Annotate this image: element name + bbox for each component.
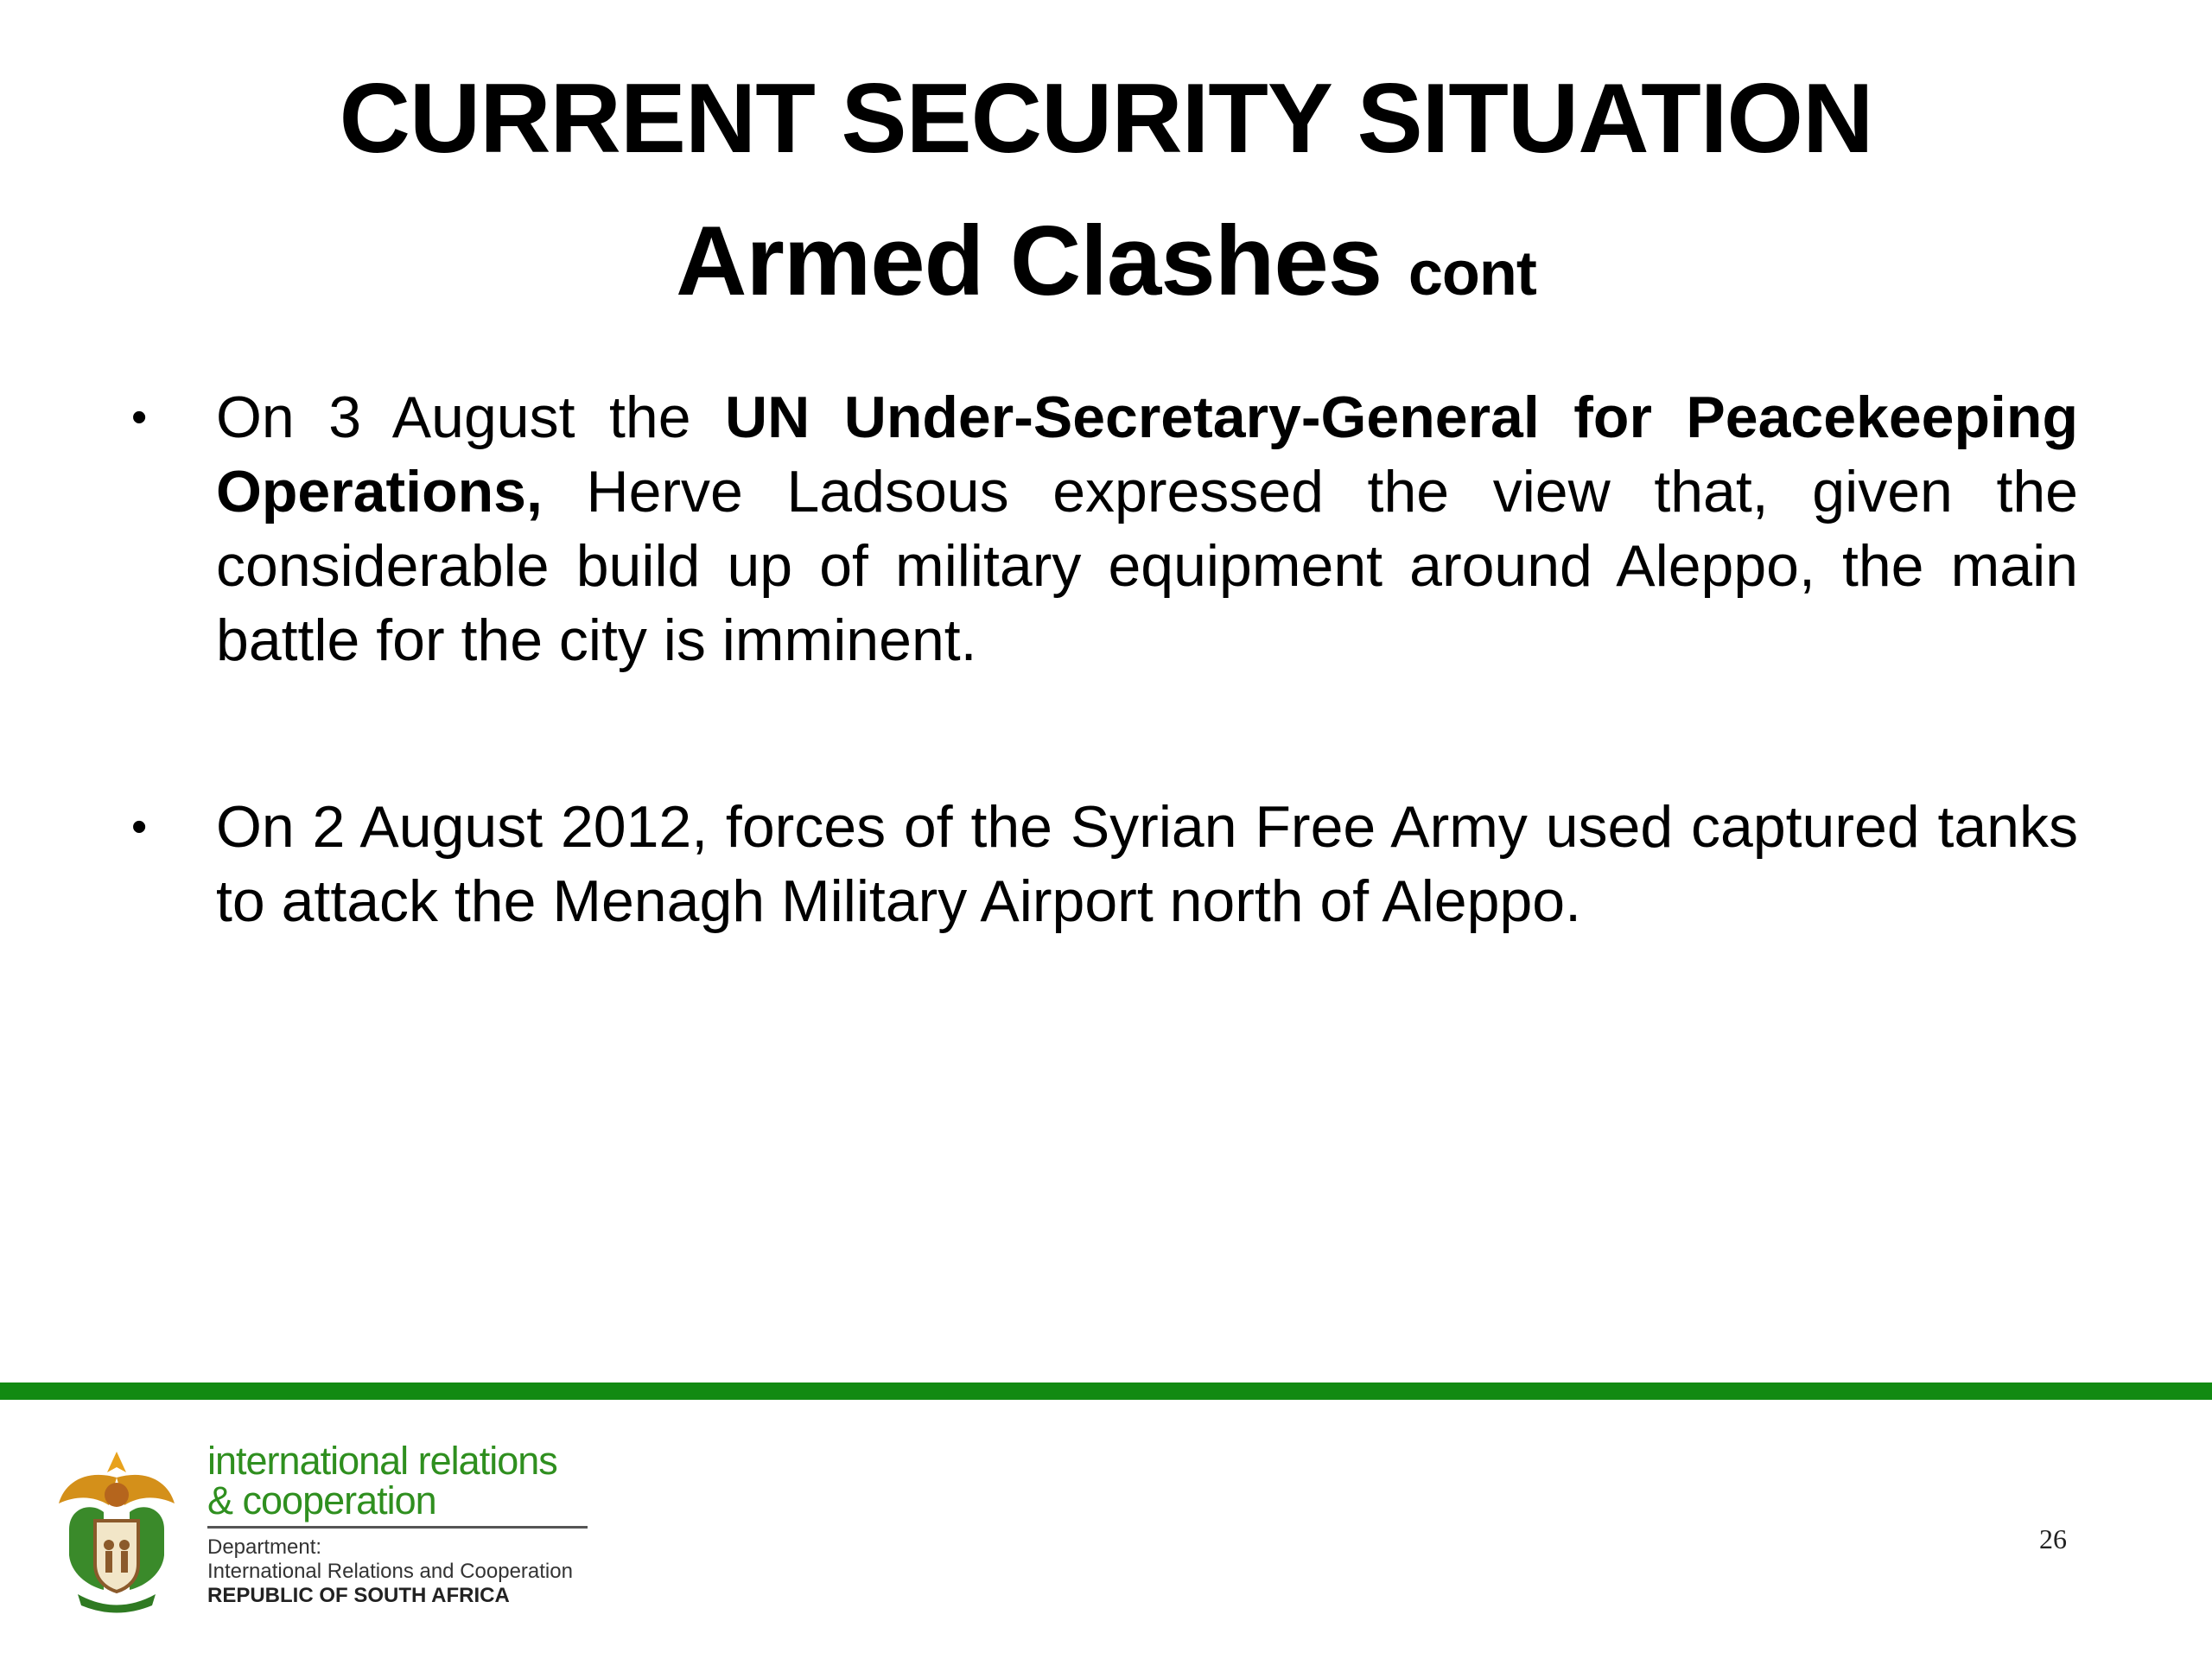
title-line-subtitle: [0, 190, 2212, 333]
footer-branding: [207, 1441, 588, 1608]
bullet-1-bold: UN Under-Secretary-General for Peacekeeping Operations,: [216, 385, 2078, 524]
title-line-main: CURRENT SECURITY SITUATION: [339, 64, 1873, 174]
country-name: REPUBLIC OF SOUTH AFRICA: [207, 1584, 510, 1607]
bullet-1-lead: On 3 August the: [216, 385, 691, 450]
brand-line-1: international relations: [207, 1439, 557, 1483]
subtitle-suffix: cont: [1408, 239, 1536, 309]
bullet-marker: •: [131, 802, 148, 852]
footer-rule: [207, 1526, 588, 1529]
dept-name: International Relations and Cooperation: [207, 1560, 573, 1583]
brand-line-2: & cooperation: [207, 1478, 436, 1522]
page-number: 26: [2039, 1523, 2067, 1554]
bullet-list: [130, 380, 2078, 1051]
bullet-2-text: On 2 August 2012, forces of the Syrian Free Army used captured tanks to attack the Menagh Military Airport north of Aleppo.: [216, 794, 2078, 934]
dept-label: Department:: [207, 1535, 322, 1559]
bullet-1-rest: Herve Ladsous expressed the view that, given the considerable build up of military equipment around Aleppo, the main battle for the city is imminent.: [216, 459, 2078, 673]
bullet-marker: •: [131, 392, 148, 442]
slide-title: [0, 48, 2212, 334]
subtitle-text: Armed Clashes: [676, 207, 1382, 317]
bullet-item-1: [130, 380, 2078, 677]
footer-divider-bar: [0, 1382, 2212, 1400]
bullet-item-2: [130, 790, 2078, 938]
coat-of-arms-logo: [52, 1443, 181, 1616]
